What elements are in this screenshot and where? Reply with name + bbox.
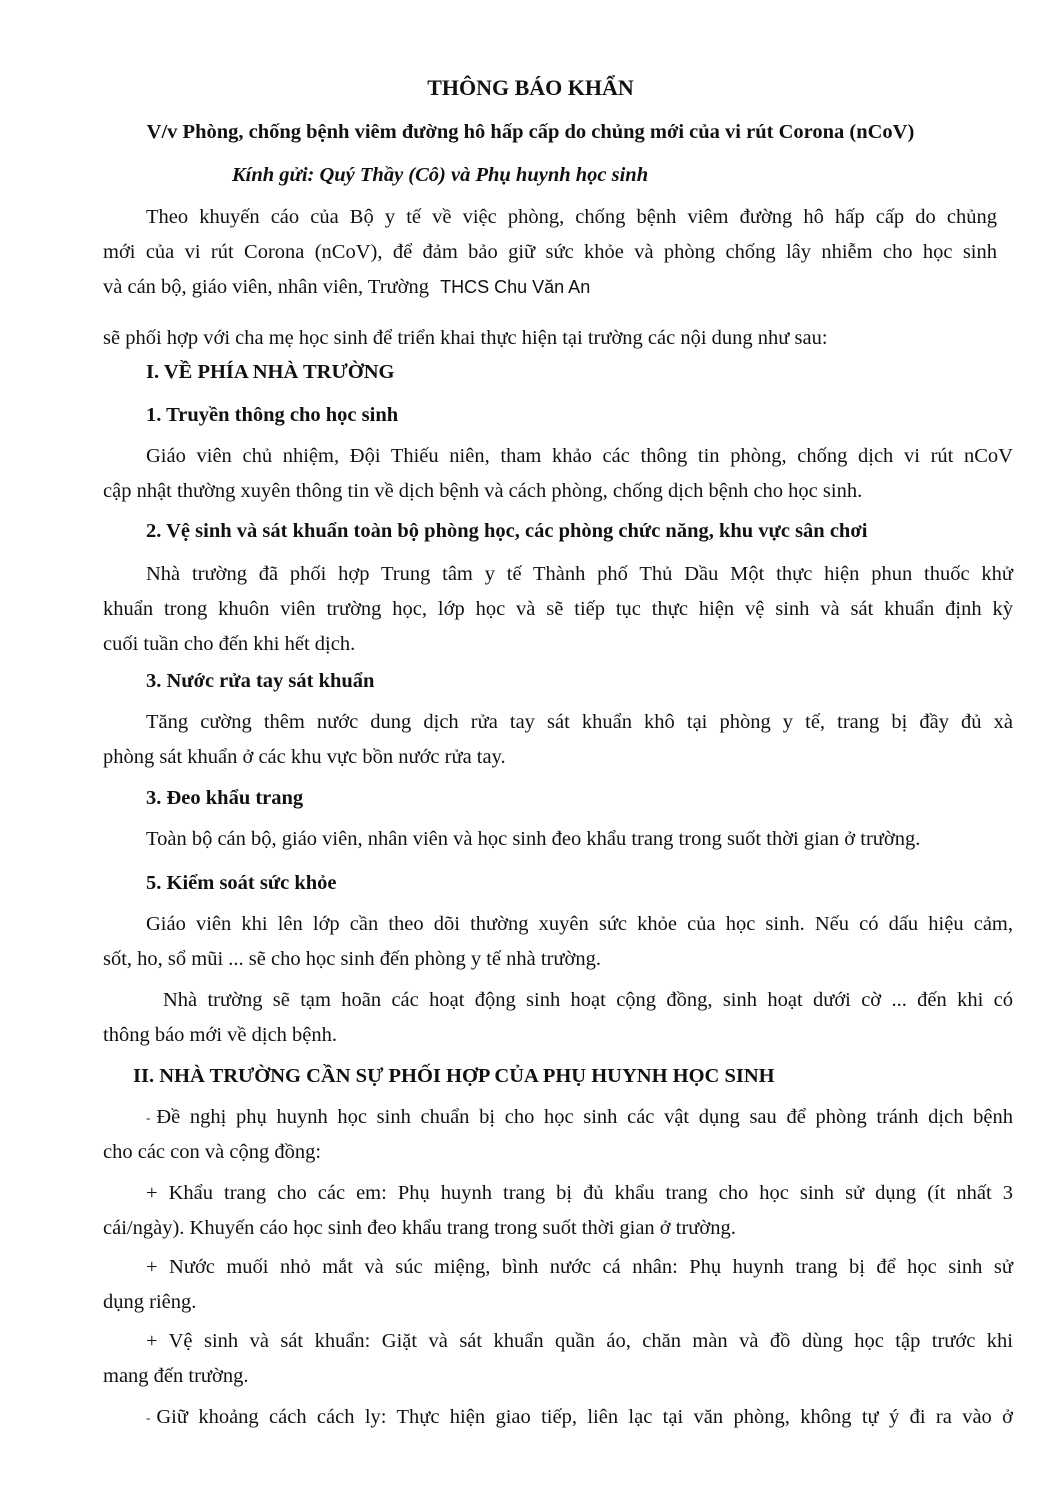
school-name: THCS Chu Văn An bbox=[440, 277, 591, 297]
dash-bullet: - bbox=[146, 1410, 151, 1425]
body-line: + Khẩu trang cho các em: Phụ huynh trang bị đủ khẩu trang cho học sinh sử dụng (ít nhất 3 bbox=[146, 1182, 1013, 1204]
body-line: cái/ngày). Khuyến cáo học sinh đeo khẩu trang trong suốt thời gian ở trường. bbox=[103, 1217, 736, 1239]
body-line: Nhà trường sẽ tạm hoãn các hoạt động sinh hoạt cộng đồng, sinh hoạt dưới cờ ... đến khi có bbox=[163, 989, 1013, 1011]
body-line: Toàn bộ cán bộ, giáo viên, nhân viên và học sinh đeo khẩu trang trong suốt thời gian ở trường. bbox=[146, 828, 921, 850]
body-line: cuối tuần cho đến khi hết dịch. bbox=[103, 633, 356, 655]
section-1-heading: I. VỀ PHÍA NHÀ TRƯỜNG bbox=[146, 361, 395, 383]
body-line: khuẩn trong khuôn viên trường học, lớp học và sẽ tiếp tục thực hiện vệ sinh và sát khuẩn định kỳ bbox=[103, 598, 1013, 620]
section-2-paragraph-5 bbox=[103, 1400, 1013, 1435]
section-2-paragraph-2 bbox=[103, 1176, 1013, 1246]
body-line: Giáo viên chủ nhiệm, Đội Thiếu niên, tham khảo các thông tin phòng, chống dịch vi rút nCoV bbox=[146, 445, 1013, 467]
body-line: thông báo mới về dịch bệnh. bbox=[103, 1024, 338, 1046]
dash-bullet: - bbox=[146, 1110, 151, 1125]
item-3-heading: 3. Nước rửa tay sát khuẩn bbox=[146, 670, 375, 692]
item-3-body bbox=[103, 705, 1013, 775]
body-line: + Vệ sinh và sát khuẩn: Giặt và sát khuẩn quần áo, chăn màn và đồ dùng học tập trước khi bbox=[146, 1330, 1013, 1352]
section-2-paragraph-1 bbox=[103, 1100, 1013, 1170]
body-line: + Nước muối nhỏ mắt và súc miệng, bình nước cá nhân: Phụ huynh trang bị để học sinh sử bbox=[146, 1256, 1013, 1278]
item-2-body bbox=[103, 557, 1013, 662]
item-1-body bbox=[103, 439, 1013, 509]
body-line: phòng sát khuẩn ở các khu vực bồn nước rửa tay. bbox=[103, 746, 506, 768]
body-line: Giáo viên khi lên lớp cần theo dõi thường xuyên sức khỏe của học sinh. Nếu có dấu hiệu cảm, bbox=[146, 913, 1013, 935]
item-1-heading: 1. Truyền thông cho học sinh bbox=[146, 404, 399, 426]
intro-line bbox=[103, 270, 590, 305]
item-4-heading: 3. Đeo khẩu trang bbox=[146, 787, 304, 809]
body-line: mang đến trường. bbox=[103, 1365, 249, 1387]
intro-line: sẽ phối hợp với cha mẹ học sinh để triển khai thực hiện tại trường các nội dung như sau: bbox=[103, 327, 828, 349]
item-5-heading: 5. Kiểm soát sức khỏe bbox=[146, 872, 337, 894]
body-line: Nhà trường đã phối hợp Trung tâm y tế Thành phố Thủ Dầu Một thực hiện phun thuốc khử bbox=[146, 563, 1013, 585]
recipient-line: Kính gửi: Quý Thầy (Cô) và Phụ huynh học sinh bbox=[232, 164, 649, 186]
section-2-paragraph-4 bbox=[103, 1324, 1013, 1394]
intro-line: Theo khuyến cáo của Bộ y tế về việc phòng, chống bệnh viêm đường hô hấp cấp do chủng bbox=[146, 206, 997, 228]
item-2-heading: 2. Vệ sinh và sát khuẩn toàn bộ phòng học, các phòng chức năng, khu vực sân chơi bbox=[146, 520, 868, 542]
item-5-body bbox=[103, 907, 1013, 977]
intro-line-start: và cán bộ, giáo viên, nhân viên, Trường bbox=[103, 276, 429, 298]
body-line: - Đề nghị phụ huynh học sinh chuẩn bị cho học sinh các vật dụng sau để phòng tránh dịch bệnh bbox=[146, 1106, 1013, 1128]
document-title: THÔNG BÁO KHẨN bbox=[427, 75, 634, 100]
body-line: - Giữ khoảng cách cách ly: Thực hiện giao tiếp, liên lạc tại văn phòng, không tự ý đi ra vào ở bbox=[146, 1406, 1013, 1428]
body-line: cho các con và cộng đồng: bbox=[103, 1141, 322, 1163]
intro-paragraph bbox=[103, 200, 997, 270]
body-line: sốt, ho, sổ mũi ... sẽ cho học sinh đến phòng y tế nhà trường. bbox=[103, 948, 601, 970]
body-line: Tăng cường thêm nước dung dịch rửa tay sát khuẩn khô tại phòng y tế, trang bị đầy đủ xà bbox=[146, 711, 1013, 733]
body-line: cập nhật thường xuyên thông tin về dịch bệnh và cách phòng, chống dịch bệnh cho học sinh. bbox=[103, 480, 863, 502]
body-line: dụng riêng. bbox=[103, 1291, 197, 1313]
section-1-closing bbox=[103, 983, 1013, 1053]
intro-line: mới của vi rút Corona (nCoV), để đảm bảo giữ sức khỏe và phòng chống lây nhiễm cho học sinh bbox=[103, 241, 997, 263]
document-subject: V/v Phòng, chống bệnh viêm đường hô hấp cấp do chủng mới của vi rút Corona (nCoV) bbox=[146, 121, 915, 143]
section-2-paragraph-3 bbox=[103, 1250, 1013, 1320]
section-2-heading: II. NHÀ TRƯỜNG CẦN SỰ PHỐI HỢP CỦA PHỤ HUYNH HỌC SINH bbox=[133, 1065, 775, 1087]
